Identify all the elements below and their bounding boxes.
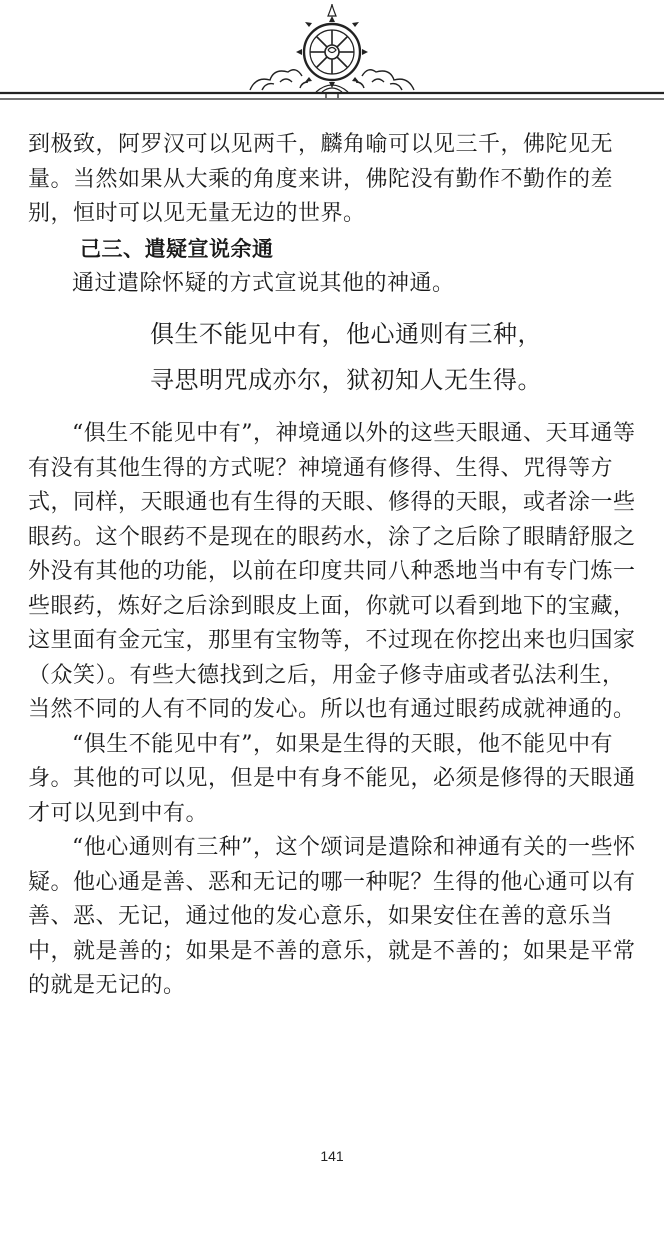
paragraph-intro: 通过遣除怀疑的方式宣说其他的神通。 (72, 270, 455, 296)
page-header-ornament (0, 0, 664, 110)
page-body (28, 128, 640, 1004)
verse-block (28, 311, 640, 403)
verse-line-2: 寻思明咒成亦尔，狱初知人无生得。 (150, 366, 542, 394)
page-number: 141 (320, 1148, 344, 1164)
paragraph-commentary-1: “俱生不能见中有”，神境通以外的这些天眼通、天耳通等有没有其他生得的方式呢？神境通有修得、生得、咒得等方式，同样，天眼通也有生得的天眼、修得的天眼，或者涂一些眼药。这个眼药不是现在的眼药水，涂了之后除了眼睛舒服之外没有其他的功能，以前在印度共同八种悉地当中有专门炼一些眼药，炼好之后涂到眼皮上面，你就可以看到地下的宝藏，这里面有金元宝，那里有宝物等，不过现在你挖出来也归国家（众笑）。有些大德找到之后，用金子修寺庙或者弘法利生，当然不同的人有不同的发心。所以也有通过眼药成就神通的。 (28, 421, 636, 722)
section-heading: 己三、遣疑宣说余通 (80, 236, 274, 261)
dharma-wheel-icon (0, 0, 664, 110)
verse-line-1: 俱生不能见中有，他心通则有三种， (150, 320, 542, 348)
paragraph-commentary-3: “他心通则有三种”，这个颂词是遣除和神通有关的一些怀疑。他心通是善、恶和无记的哪一种呢？生得的他心通可以有善、恶、无记，通过他的发心意乐，如果安住在善的意乐当中，就是善的；如果是不善的意乐，就是不善的；如果是平常的就是无记的。 (28, 835, 636, 998)
paragraph-commentary-2: “俱生不能见中有”，如果是生得的天眼，他不能见中有身。其他的可以见，但是中有身不能见，必须是修得的天眼通才可以见到中有。 (28, 731, 636, 826)
paragraph-continued: 到极致，阿罗汉可以见两千，麟角喻可以见三千，佛陀见无量。当然如果从大乘的角度来讲，佛陀没有勤作不勤作的差别，恒时可以见无量无边的世界。 (28, 132, 614, 226)
